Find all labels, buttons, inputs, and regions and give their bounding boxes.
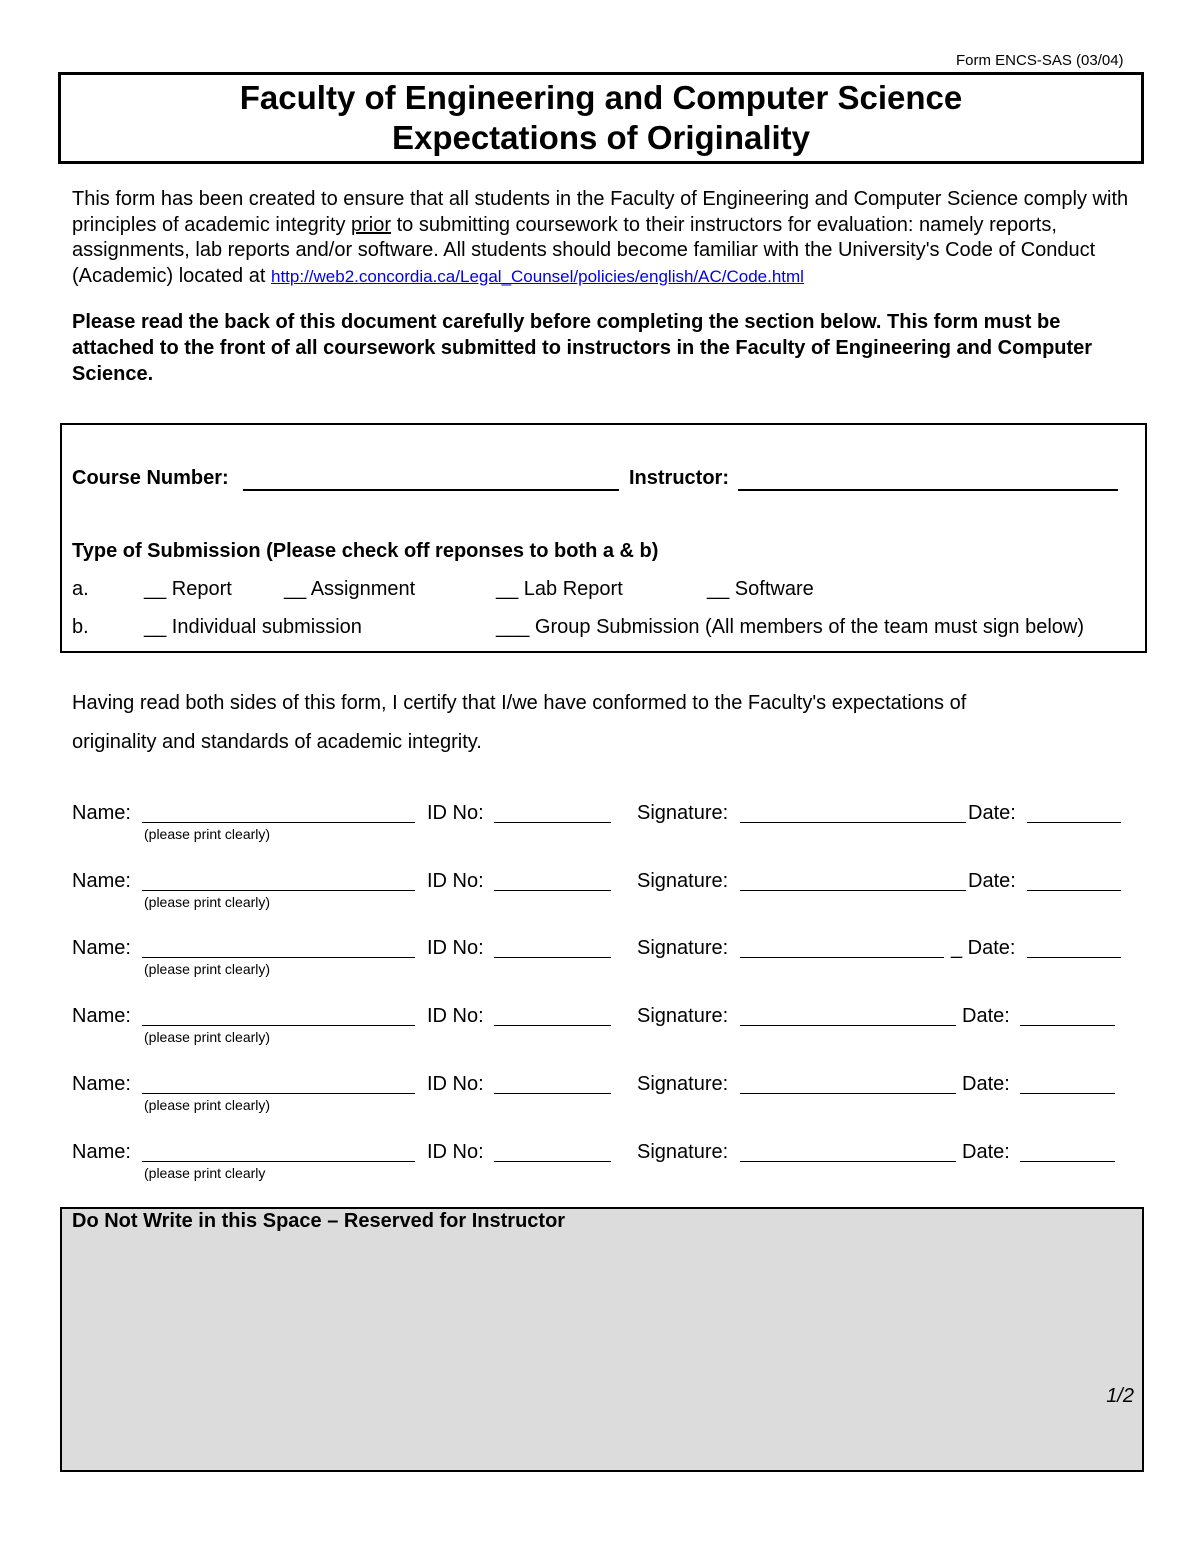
- name-field[interactable]: [142, 1093, 415, 1094]
- submission-type-label: Type of Submission (Please check off reponses to both a & b): [72, 540, 659, 562]
- instructor-field[interactable]: [738, 489, 1118, 491]
- name-label: Name:: [72, 1073, 131, 1095]
- page-title: Faculty of Engineering and Computer Science: [239, 79, 963, 116]
- id-label: ID No:: [427, 802, 484, 824]
- option-individual-submission[interactable]: __ Individual submission: [144, 616, 362, 638]
- code-of-conduct-link[interactable]: http://web2.concordia.ca/Legal_Counsel/policies/english/AC/Code.html: [270, 266, 804, 286]
- print-hint: (please print clearly): [144, 1097, 271, 1113]
- signature-field[interactable]: [740, 1161, 956, 1162]
- id-label: ID No:: [427, 1141, 484, 1163]
- date-label: Date:: [962, 1073, 1010, 1095]
- intro-text-after: to submitting coursework to their instructors for evaluation: namely reports, assignments, lab reports and/or software. All students should become familiar with the University's Code of Conduct (Academic) located at: [72, 213, 1096, 287]
- signature-row: [0, 802, 1200, 852]
- date-field[interactable]: [1020, 1093, 1115, 1094]
- date-label: Date:: [962, 1005, 1010, 1027]
- name-label: Name:: [72, 1005, 131, 1027]
- signature-row: [0, 870, 1200, 920]
- id-label: ID No:: [427, 1073, 484, 1095]
- print-hint: (please print clearly): [144, 1029, 271, 1045]
- id-field[interactable]: [494, 1025, 611, 1026]
- name-field[interactable]: [142, 957, 415, 958]
- signature-field[interactable]: [740, 890, 966, 891]
- signature-row: [0, 1141, 1200, 1191]
- instructor-reserved-area: [60, 1207, 1144, 1472]
- name-field[interactable]: [142, 890, 415, 891]
- certification-line-1: Having read both sides of this form, I certify that I/we have conformed to the Faculty's expectations of: [72, 692, 967, 714]
- signature-row: [0, 1073, 1200, 1123]
- page-number: 1/2: [1106, 1385, 1134, 1407]
- form-code: Form ENCS-SAS (03/04): [956, 52, 1124, 69]
- signature-label: Signature:: [637, 1073, 729, 1095]
- date-field[interactable]: [1020, 1025, 1115, 1026]
- date-field[interactable]: [1027, 822, 1121, 823]
- signature-label: Signature:: [637, 1005, 729, 1027]
- name-label: Name:: [72, 1141, 131, 1163]
- intro-paragraph: [72, 187, 1142, 289]
- print-hint: (please print clearly: [144, 1165, 266, 1181]
- signature-field[interactable]: [740, 1025, 956, 1026]
- signature-label: Signature:: [637, 1141, 729, 1163]
- date-field[interactable]: [1027, 957, 1121, 958]
- signature-field[interactable]: [740, 822, 966, 823]
- date-field[interactable]: [1027, 890, 1121, 891]
- instructor-label: Instructor:: [629, 467, 729, 489]
- signature-label: Signature:: [637, 802, 729, 824]
- id-field[interactable]: [494, 957, 611, 958]
- id-label: ID No:: [427, 937, 484, 959]
- row-b-marker: b.: [72, 616, 89, 638]
- option-report[interactable]: __ Report: [144, 578, 232, 600]
- signature-label: Signature:: [637, 937, 729, 959]
- course-number-field[interactable]: [243, 489, 619, 491]
- name-field[interactable]: [142, 1161, 415, 1162]
- date-field[interactable]: [1020, 1161, 1115, 1162]
- id-field[interactable]: [494, 1093, 611, 1094]
- print-hint: (please print clearly): [144, 826, 271, 842]
- course-number-label: Course Number:: [72, 467, 229, 489]
- print-hint: (please print clearly): [144, 894, 271, 910]
- name-label: Name:: [72, 937, 131, 959]
- course-section: [60, 423, 1147, 653]
- signature-row: [0, 1005, 1200, 1055]
- signature-field[interactable]: [740, 1093, 956, 1094]
- option-assignment[interactable]: __ Assignment: [284, 578, 416, 600]
- name-field[interactable]: [142, 1025, 415, 1026]
- row-a-marker: a.: [72, 578, 89, 600]
- id-label: ID No:: [427, 870, 484, 892]
- name-label: Name:: [72, 802, 131, 824]
- option-lab-report[interactable]: __ Lab Report: [496, 578, 623, 600]
- page-subtitle: Expectations of Originality: [391, 119, 811, 156]
- option-software[interactable]: __ Software: [707, 578, 814, 600]
- signature-field[interactable]: [740, 957, 944, 958]
- date-label: Date:: [962, 1141, 1010, 1163]
- date-label: Date:: [968, 802, 1016, 824]
- date-label: _ Date:: [951, 937, 1016, 959]
- certification-line-2: originality and standards of academic integrity.: [72, 731, 482, 753]
- id-field[interactable]: [494, 890, 611, 891]
- id-field[interactable]: [494, 1161, 611, 1162]
- name-label: Name:: [72, 870, 131, 892]
- signature-label: Signature:: [637, 870, 729, 892]
- intro-text-before: This form has been created to ensure that all students in the Faculty of Engineering and Computer Science comply with principles of academic integrity: [72, 188, 1129, 236]
- print-hint: (please print clearly): [144, 961, 271, 977]
- notice-paragraph: Please read the back of this document carefully before completing the section below. This form must be attached to the front of all coursework submitted to instructors in the Faculty of Engineering and Computer Science.: [72, 311, 1093, 385]
- date-label: Date:: [968, 870, 1016, 892]
- signature-row: [0, 937, 1200, 987]
- id-label: ID No:: [427, 1005, 484, 1027]
- option-group-submission[interactable]: ___ Group Submission (All members of the team must sign below): [496, 616, 1085, 638]
- intro-emphasis: prior: [351, 213, 392, 236]
- id-field[interactable]: [494, 822, 611, 823]
- title-box: [58, 72, 1144, 164]
- name-field[interactable]: [142, 822, 415, 823]
- instructor-area-title: Do Not Write in this Space – Reserved for Instructor: [72, 1210, 566, 1232]
